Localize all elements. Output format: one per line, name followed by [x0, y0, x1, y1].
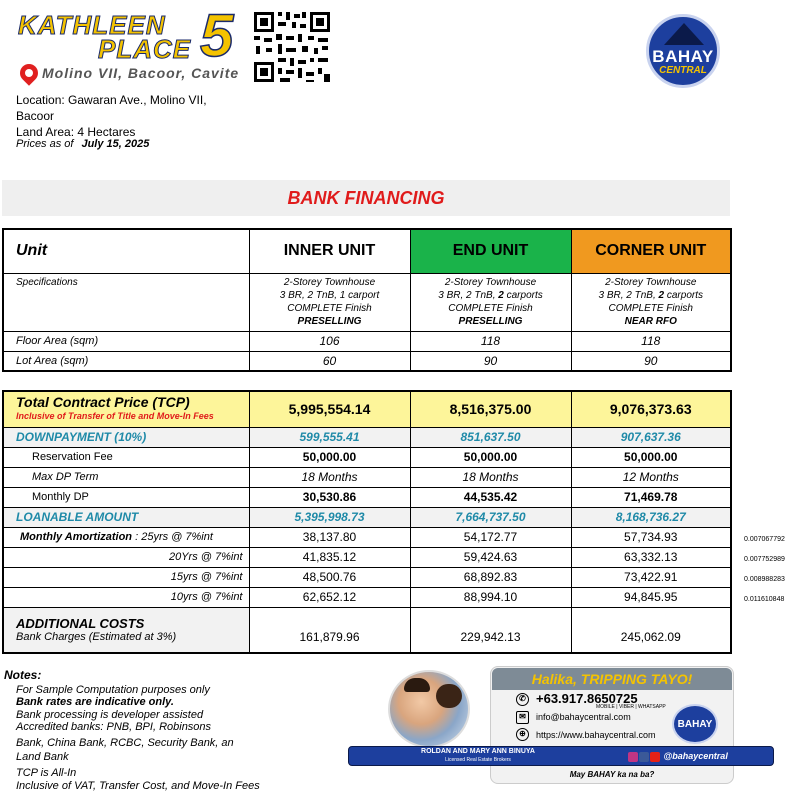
monthly-dp-label: Monthly DP [3, 487, 249, 507]
amortization-row [3, 587, 731, 607]
floor-area-value: 106 [249, 331, 410, 351]
amortization-value: 57,734.93 [571, 527, 731, 547]
spec-finish: COMPLETE Finish [448, 302, 533, 314]
lot-area-value: 60 [249, 351, 410, 371]
agent-photo [388, 670, 470, 748]
inner-unit-header: INNER UNIT [249, 229, 410, 273]
agent-website[interactable]: https://www.bahaycentral.com [536, 730, 656, 740]
tcp-value: 8,516,375.00 [410, 391, 571, 427]
note-line: Bank processing is developer assisted [16, 709, 204, 721]
reservation-fee-value: 50,000.00 [571, 447, 731, 467]
note-line: Bank, China Bank, RCBC, Security Bank, an [16, 737, 234, 749]
spec-type: 2-Storey Townhouse [444, 276, 537, 288]
agent-title: Licensed Real Estate Brokers [445, 757, 511, 763]
loanable-amount-value: 7,664,737.50 [410, 507, 571, 527]
amortization-title: Monthly Amortization [20, 531, 133, 543]
downpayment-row [3, 427, 731, 447]
reservation-fee-row [3, 447, 731, 467]
logo-line-1: KATHLEEN [18, 10, 166, 40]
email-icon: ✉ [516, 711, 529, 724]
amortization-term: 20Yrs @ 7%int [3, 547, 249, 567]
brand-name: BAHAY [652, 47, 714, 66]
units-table [2, 228, 732, 372]
spec-type: 2-Storey Townhouse [605, 276, 697, 288]
agent-phone[interactable]: +63.917.8650725 [536, 691, 638, 706]
amortization-value: 38,137.80 [249, 527, 410, 547]
additional-costs-label-cell [3, 607, 249, 653]
prices-as-of [16, 138, 149, 150]
max-dp-term-label: Max DP Term [3, 467, 249, 487]
tcp-label: Total Contract Price (TCP) [16, 394, 190, 411]
corner-unit-header: CORNER UNIT [571, 229, 731, 273]
tcp-sub-label: Inclusive of Transfer of Title and Move-In Fees [16, 411, 214, 422]
tcp-label-cell [3, 391, 249, 427]
amortization-value: 94,845.95 [571, 587, 731, 607]
brand-name: BAHAY [677, 719, 713, 730]
amortization-factor: 0.007067792 [744, 536, 785, 543]
agent-names: ROLDAN AND MARY ANN BINUYA [421, 748, 535, 755]
floor-area-value: 118 [410, 331, 571, 351]
location-pin-icon [16, 60, 41, 85]
specifications-row [3, 273, 731, 331]
note-line: Bank rates are indicative only. [16, 696, 174, 708]
floor-area-value: 118 [571, 331, 731, 351]
amortization-label [3, 527, 249, 547]
location-line-1: Location: Gawaran Ave., Molino VII, [16, 93, 207, 107]
downpayment-label: DOWNPAYMENT (10%) [3, 427, 249, 447]
specifications-label: Specifications [3, 273, 249, 331]
bahay-central-logo [646, 14, 720, 88]
spec-status: PRESELLING [297, 315, 362, 327]
loanable-amount-value: 8,168,736.27 [571, 507, 731, 527]
loanable-amount-label: LOANABLE AMOUNT [3, 507, 249, 527]
end-unit-specs [410, 273, 571, 331]
location-line-2: Bacoor [16, 109, 55, 123]
loanable-amount-row [3, 507, 731, 527]
amortization-row [3, 567, 731, 587]
max-dp-term-row [3, 467, 731, 487]
spec-type: 2-Storey Townhouse [283, 276, 376, 288]
brand-sub: CENTRAL [659, 65, 707, 76]
bahay-central-logo-small [672, 704, 718, 744]
spec-rooms: 3 BR, 2 TnB, 2 carports [598, 289, 703, 301]
amortization-value: 59,424.63 [410, 547, 571, 567]
spec-finish: COMPLETE Finish [608, 302, 693, 314]
tcp-value: 9,076,373.63 [571, 391, 731, 427]
additional-costs-row [3, 607, 731, 653]
agent-tagline: Halika, TRIPPING TAYO! [492, 668, 732, 690]
spec-finish: COMPLETE Finish [287, 302, 372, 314]
floor-area-label: Floor Area (sqm) [3, 331, 249, 351]
loanable-amount-value: 5,395,998.73 [249, 507, 410, 527]
logo-line-2: PLACE [98, 34, 192, 64]
note-line: For Sample Computation purposes only [16, 684, 210, 696]
qr-code-icon[interactable] [252, 10, 332, 84]
section-banner: BANK FINANCING [2, 180, 730, 216]
downpayment-value: 907,637.36 [571, 427, 731, 447]
location-tag: Molino VII, Bacoor, Cavite [42, 65, 240, 81]
amortization-value: 73,422.91 [571, 567, 731, 587]
facebook-icon[interactable] [639, 752, 649, 762]
prices-as-of-date: July 15, 2025 [81, 138, 150, 150]
phone-icon: ✆ [516, 693, 529, 706]
agent-email[interactable]: info@bahaycentral.com [536, 712, 631, 722]
reservation-fee-value: 50,000.00 [410, 447, 571, 467]
amortization-term: 15yrs @ 7%int [3, 567, 249, 587]
amortization-factor: 0.007752989 [744, 556, 785, 563]
bank-charges-value: 229,942.13 [410, 607, 571, 653]
note-line: Accredited banks: PNB, BPI, Robinsons [16, 721, 212, 733]
monthly-dp-value: 71,469.78 [571, 487, 731, 507]
reservation-fee-value: 50,000.00 [249, 447, 410, 467]
corner-unit-specs [571, 273, 731, 331]
floor-area-row [3, 331, 731, 351]
tcp-row [3, 391, 731, 427]
spec-rooms: 3 BR, 2 TnB, 2 carports [438, 289, 543, 301]
amortization-value: 63,332.13 [571, 547, 731, 567]
lot-area-value: 90 [571, 351, 731, 371]
youtube-icon[interactable] [650, 752, 660, 762]
amortization-row [3, 527, 731, 547]
amortization-value: 68,892.83 [410, 567, 571, 587]
max-dp-term-value: 18 Months [410, 467, 571, 487]
monthly-dp-value: 44,535.42 [410, 487, 571, 507]
amortization-value: 54,172.77 [410, 527, 571, 547]
amortization-row [3, 547, 731, 567]
logo-number: 5 [200, 2, 234, 69]
spec-status: PRESELLING [458, 315, 523, 327]
note-line: Land Bank [16, 751, 69, 763]
lot-area-row [3, 351, 731, 371]
end-unit-header: END UNIT [410, 229, 571, 273]
lot-area-value: 90 [410, 351, 571, 371]
prices-as-of-label: Prices as of [16, 138, 74, 150]
bank-charges-label: Bank Charges (Estimated at 3%) [16, 631, 177, 644]
bank-charges-value: 245,062.09 [571, 607, 731, 653]
max-dp-term-value: 18 Months [249, 467, 410, 487]
social-handle[interactable]: @bahaycentral [663, 751, 728, 761]
max-dp-term-value: 12 Months [571, 467, 731, 487]
note-line: Inclusive of VAT, Transfer Cost, and Move-In Fees [16, 780, 260, 792]
lot-area-label: Lot Area (sqm) [3, 351, 249, 371]
additional-costs-label: ADDITIONAL COSTS [16, 616, 145, 632]
downpayment-value: 599,555.41 [249, 427, 410, 447]
amortization-factor: 0.008988283 [744, 576, 785, 583]
globe-icon: ⊕ [516, 728, 529, 741]
monthly-dp-row [3, 487, 731, 507]
agent-phone-sub: MOBILE | VIBER | WHATSAPP [596, 704, 666, 710]
note-line: TCP is All-In [16, 767, 77, 779]
social-links[interactable] [628, 751, 728, 762]
amortization-value: 62,652.12 [249, 587, 410, 607]
instagram-icon[interactable] [628, 752, 638, 762]
agent-photo-detail [404, 678, 430, 692]
tcp-value: 5,995,554.14 [249, 391, 410, 427]
amortization-term: 10yrs @ 7%int [3, 587, 249, 607]
monthly-dp-value: 30,530.86 [249, 487, 410, 507]
bank-charges-value: 161,879.96 [249, 607, 410, 653]
amortization-value: 88,994.10 [410, 587, 571, 607]
unit-header-label: Unit [3, 229, 249, 273]
spec-status: NEAR RFO [624, 315, 677, 327]
notes-heading: Notes: [4, 668, 42, 682]
land-area: Land Area: 4 Hectares [16, 125, 136, 139]
units-header-row [3, 229, 731, 273]
reservation-fee-label: Reservation Fee [3, 447, 249, 467]
slogan: May BAHAY ka na ba? [569, 770, 655, 779]
house-roof-icon [664, 23, 704, 45]
downpayment-value: 851,637.50 [410, 427, 571, 447]
amortization-factor: 0.011610848 [744, 596, 785, 603]
amortization-value: 41,835.12 [249, 547, 410, 567]
spec-rooms: 3 BR, 2 TnB, 1 carport [279, 289, 380, 301]
price-table [2, 390, 732, 654]
amortization-value: 48,500.76 [249, 567, 410, 587]
inner-unit-specs [249, 273, 410, 331]
agent-photo-detail [436, 684, 462, 708]
amortization-term: : 25yrs @ 7%int [135, 531, 213, 543]
